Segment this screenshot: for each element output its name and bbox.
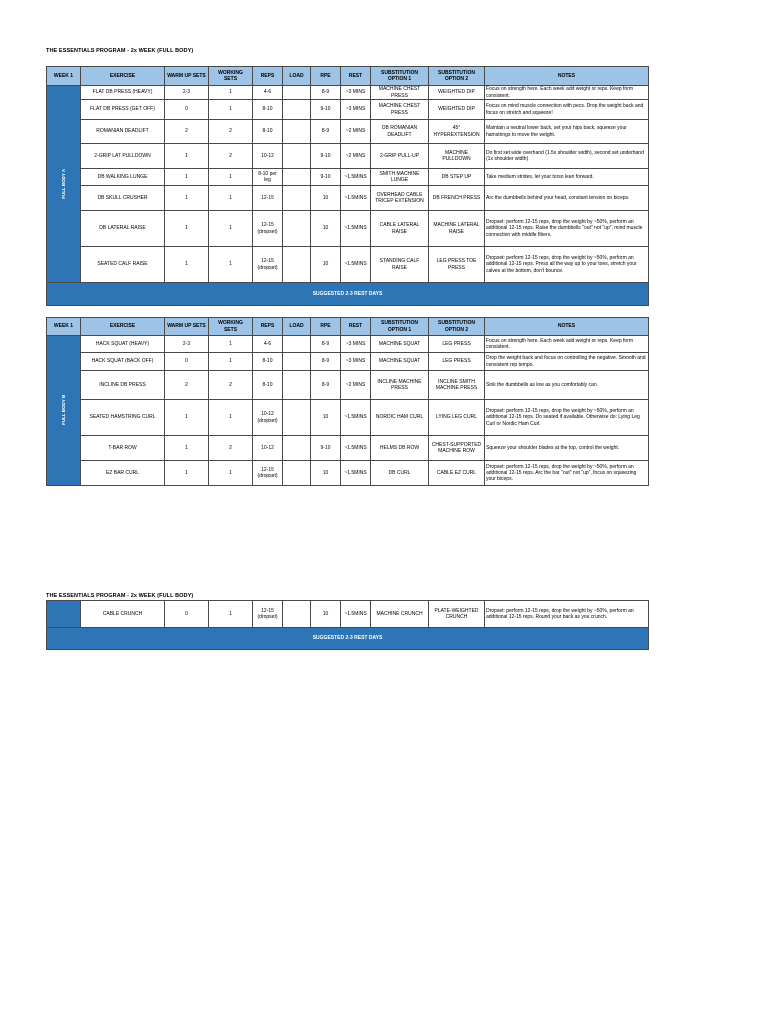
column-header: EXERCISE <box>81 318 165 336</box>
substitution-2: WEIGHTED DIP <box>429 100 485 120</box>
rest: ~1.5MINS <box>341 601 371 628</box>
warmup-sets: 1 <box>165 400 209 436</box>
rest: ~1.5MINS <box>341 461 371 486</box>
rest: ~1.5MINS <box>341 436 371 461</box>
reps: 8-10 <box>253 100 283 120</box>
warmup-sets: 2 <box>165 120 209 144</box>
reps: 12-15 (dropset) <box>253 461 283 486</box>
substitution-1: MACHINE SQUAT <box>371 336 429 353</box>
load[interactable] <box>283 100 311 120</box>
working-sets: 2 <box>209 371 253 400</box>
substitution-1: OVERHEAD CABLE TRICEP EXTENSION <box>371 186 429 211</box>
rest-days-banner: SUGGESTED 2-3 REST DAYS <box>47 628 649 650</box>
group-label-cell <box>47 86 81 283</box>
rest: ~2 MINS <box>341 144 371 169</box>
rpe: 8-9 <box>311 336 341 353</box>
column-header: LOAD <box>283 318 311 336</box>
rest: ~1.5MINS <box>341 400 371 436</box>
working-sets: 1 <box>209 169 253 186</box>
warmup-sets: 0 <box>165 601 209 628</box>
warmup-sets: 1 <box>165 211 209 247</box>
rest: ~2 MINS <box>341 120 371 144</box>
substitution-1: MACHINE CHEST PRESS <box>371 100 429 120</box>
header-row <box>47 67 649 86</box>
group-cell <box>47 601 81 628</box>
notes: Focus on strength here. Each week add weight or reps. Keep form consistent. <box>485 336 649 353</box>
notes: Focus on mind muscle connection with pecs. Drop the weight back and focus on stretch and squeeze! <box>485 100 649 120</box>
substitution-2: INCLINE SMITH MACHINE PRESS <box>429 371 485 400</box>
working-sets: 1 <box>209 100 253 120</box>
notes: Maintain a neutral lower back, set your hips back, squeeze your hamstrings to move the weight. <box>485 120 649 144</box>
load[interactable] <box>283 211 311 247</box>
header-row <box>47 318 649 336</box>
substitution-2: MACHINE PULLDOWN <box>429 144 485 169</box>
reps: 4-6 <box>253 336 283 353</box>
group-label: FULL BODY A <box>61 168 67 199</box>
column-header: REST <box>341 318 371 336</box>
notes: Do first set wide overhand (1.5x shoulder width), second set underhand (1x shoulder width) <box>485 144 649 169</box>
exercise-name: DB WALKING LUNGE <box>81 169 165 186</box>
substitution-2: DB STEP UP <box>429 169 485 186</box>
substitution-1: MACHINE CRUNCH <box>371 601 429 628</box>
load[interactable] <box>283 371 311 400</box>
group-label: FULL BODY B <box>61 395 67 426</box>
rpe: 10 <box>311 211 341 247</box>
substitution-2: 45° HYPEREXTENSION <box>429 120 485 144</box>
rpe: 9-10 <box>311 100 341 120</box>
column-header: SUBSTITUTION OPTION 2 <box>429 318 485 336</box>
notes: Dropset: perform 12-15 reps, drop the weight by ~50%, perform an additional 12-15 reps. Round your back as you crunch. <box>485 601 649 628</box>
warmup-sets: 1 <box>165 461 209 486</box>
substitution-1: HELMS DB ROW <box>371 436 429 461</box>
working-sets: 1 <box>209 400 253 436</box>
warmup-sets: 2 <box>165 371 209 400</box>
reps: 4-6 <box>253 86 283 100</box>
substitution-2: LEG PRESS TOE PRESS <box>429 247 485 283</box>
substitution-1: 2-GRIP PULL-UP <box>371 144 429 169</box>
reps: 12-15 (dropset) <box>253 247 283 283</box>
rest: ~1.5MINS <box>341 186 371 211</box>
rest: ~1.5MINS <box>341 211 371 247</box>
column-header: WARM UP SETS <box>165 318 209 336</box>
exercise-name: T-BAR ROW <box>81 436 165 461</box>
column-header: RPE <box>311 67 341 86</box>
notes: Focus on strength here. Each week add weight or reps. Keep form consistent. <box>485 86 649 100</box>
rpe: 9-10 <box>311 436 341 461</box>
rpe: 10 <box>311 461 341 486</box>
reps: 12-15 (dropset) <box>253 211 283 247</box>
exercise-name: FLAT DB PRESS (HEAVY) <box>81 86 165 100</box>
working-sets: 1 <box>209 186 253 211</box>
rpe: 10 <box>311 601 341 628</box>
working-sets: 1 <box>209 86 253 100</box>
working-sets: 1 <box>209 353 253 371</box>
load[interactable] <box>283 336 311 353</box>
warmup-sets: 2-3 <box>165 336 209 353</box>
working-sets: 2 <box>209 144 253 169</box>
substitution-1: DB ROMANIAN DEADLIFT <box>371 120 429 144</box>
substitution-1: STANDING CALF RAISE <box>371 247 429 283</box>
substitution-2: LEG PRESS <box>429 336 485 353</box>
exercise-row-cable-crunch <box>47 601 649 628</box>
rpe: 10 <box>311 247 341 283</box>
rpe: 8-9 <box>311 86 341 100</box>
column-header: SUBSTITUTION OPTION 1 <box>371 67 429 86</box>
exercise-name: DB LATERAL RAISE <box>81 211 165 247</box>
column-header: REPS <box>253 318 283 336</box>
rpe: 10 <box>311 186 341 211</box>
page-2-table <box>46 600 649 650</box>
substitution-2: LEG PRESS <box>429 353 485 371</box>
warmup-sets: 1 <box>165 436 209 461</box>
rest: ~3 MINS <box>341 100 371 120</box>
load[interactable] <box>283 247 311 283</box>
reps: 8-10 per leg <box>253 169 283 186</box>
working-sets: 1 <box>209 211 253 247</box>
working-sets: 2 <box>209 436 253 461</box>
warmup-sets: 0 <box>165 100 209 120</box>
reps: 12-15 (dropset) <box>253 601 283 628</box>
exercise-name: HACK SQUAT (BACK OFF) <box>81 353 165 371</box>
notes: Take medium strides, let your torso lean forward. <box>485 169 649 186</box>
working-sets: 1 <box>209 247 253 283</box>
column-header: WARM UP SETS <box>165 67 209 86</box>
page-2-title: THE ESSENTIALS PROGRAM - 2x WEEK (FULL BODY) <box>46 593 194 599</box>
load[interactable] <box>283 169 311 186</box>
reps: 10-12 (dropset) <box>253 400 283 436</box>
warmup-sets: 1 <box>165 144 209 169</box>
column-header: REST <box>341 67 371 86</box>
column-header: NOTES <box>485 67 649 86</box>
exercise-row <box>47 336 649 353</box>
rest: ~3 MINS <box>341 336 371 353</box>
substitution-1: INCLINE MACHINE PRESS <box>371 371 429 400</box>
exercise-row <box>47 353 649 371</box>
notes: Dropset: perform 12-15 reps, drop the weight by ~50%, perform an additional 12-15 reps. Press all the way up to your toes, stretch your calves at the bottom, don't bounce. <box>485 247 649 283</box>
substitution-2: WEIGHTED DIP <box>429 86 485 100</box>
column-header: WORKING SETS <box>209 67 253 86</box>
load[interactable] <box>283 461 311 486</box>
column-header: REPS <box>253 67 283 86</box>
exercise-row <box>47 100 649 120</box>
column-header: EXERCISE <box>81 67 165 86</box>
group-label-cell <box>47 336 81 486</box>
reps: 8-10 <box>253 353 283 371</box>
load[interactable] <box>283 120 311 144</box>
warmup-sets: 1 <box>165 186 209 211</box>
exercise-row <box>47 461 649 486</box>
column-header: NOTES <box>485 318 649 336</box>
warmup-sets: 1 <box>165 247 209 283</box>
rest: ~3 MINS <box>341 86 371 100</box>
column-header: SUBSTITUTION OPTION 1 <box>371 318 429 336</box>
rpe: 8-9 <box>311 371 341 400</box>
working-sets: 1 <box>209 601 253 628</box>
substitution-1: SMITH MACHINE LUNGE <box>371 169 429 186</box>
exercise-row <box>47 120 649 144</box>
exercise-row <box>47 400 649 436</box>
load[interactable] <box>283 436 311 461</box>
load[interactable] <box>283 400 311 436</box>
working-sets: 1 <box>209 336 253 353</box>
substitution-2: MACHINE LATERAL RAISE <box>429 211 485 247</box>
substitution-1: CABLE LATERAL RAISE <box>371 211 429 247</box>
exercise-row <box>47 436 649 461</box>
warmup-sets: 1 <box>165 169 209 186</box>
notes: Drop the weight back and focus on controlling the negative. Smooth and consistent rep tempo. <box>485 353 649 371</box>
notes: Squeeze your shoulder blades at the top, control the weight. <box>485 436 649 461</box>
full-body-a-table <box>46 66 649 306</box>
substitution-1: MACHINE SQUAT <box>371 353 429 371</box>
exercise-row <box>47 211 649 247</box>
notes: Sink the dumbbells as low as you comfortably can. <box>485 371 649 400</box>
substitution-1: MACHINE CHEST PRESS <box>371 86 429 100</box>
substitution-1: NORDIC HAM CURL <box>371 400 429 436</box>
load[interactable] <box>283 86 311 100</box>
warmup-sets: 0 <box>165 353 209 371</box>
exercise-row <box>47 247 649 283</box>
exercise-name: HACK SQUAT (HEAVY) <box>81 336 165 353</box>
exercise-row <box>47 169 649 186</box>
rpe: 8-9 <box>311 353 341 371</box>
exercise-name: SEATED CALF RAISE <box>81 247 165 283</box>
rest: ~1.5MINS <box>341 169 371 186</box>
rpe: 8-9 <box>311 120 341 144</box>
exercise-row <box>47 186 649 211</box>
reps: 10-12 <box>253 436 283 461</box>
substitution-2: PLATE-WEIGHTED CRUNCH <box>429 601 485 628</box>
notes: Arc the dumbbells behind your head, constant tension on biceps. <box>485 186 649 211</box>
rpe: 10 <box>311 400 341 436</box>
rpe: 9-10 <box>311 144 341 169</box>
notes: Dropset: perform 12-15 reps, drop the weight by ~50%, perform an additional 12-15 reps. Do seated if available. Otherwise do: Lying Leg Curl or Nordic Ham Curl. <box>485 400 649 436</box>
exercise-name: 2-GRIP LAT PULLDOWN <box>81 144 165 169</box>
column-header: WEEK 1 <box>47 67 81 86</box>
reps: 10-12 <box>253 144 283 169</box>
reps: 8-10 <box>253 371 283 400</box>
column-header: RPE <box>311 318 341 336</box>
exercise-row <box>47 86 649 100</box>
load[interactable] <box>283 186 311 211</box>
notes: Dropset: perform 12-15 reps, drop the weight by ~50%, perform an additional 12-15 reps. Raise the dumbbells "out" not "up", mind muscle connection with middle fibers. <box>485 211 649 247</box>
column-header: LOAD <box>283 67 311 86</box>
exercise-row <box>47 144 649 169</box>
rest: ~2 MINS <box>341 371 371 400</box>
exercise-name: EZ BAR CURL <box>81 461 165 486</box>
notes: Dropset: perform 12-15 reps, drop the weight by ~50%, perform an additional 12-15 reps. Arc the bar "out" not "up", focus on squeezing your biceps. <box>485 461 649 486</box>
column-header: SUBSTITUTION OPTION 2 <box>429 67 485 86</box>
working-sets: 2 <box>209 120 253 144</box>
substitution-2: LYING LEG CURL <box>429 400 485 436</box>
warmup-sets: 2-3 <box>165 86 209 100</box>
exercise-row <box>47 371 649 400</box>
working-sets: 1 <box>209 461 253 486</box>
load[interactable] <box>283 353 311 371</box>
rest: ~1.5MINS <box>341 247 371 283</box>
rpe: 9-10 <box>311 169 341 186</box>
reps: 12-15 <box>253 186 283 211</box>
column-header: WEEK 1 <box>47 318 81 336</box>
load[interactable] <box>283 601 311 628</box>
substitution-2: DB FRENCH PRESS <box>429 186 485 211</box>
page-title: THE ESSENTIALS PROGRAM - 2x WEEK (FULL BODY) <box>46 48 194 54</box>
full-body-b-table <box>46 317 649 486</box>
substitution-1: DB CURL <box>371 461 429 486</box>
substitution-2: CHEST-SUPPORTED MACHINE ROW <box>429 436 485 461</box>
exercise-name: DB SKULL CRUSHER <box>81 186 165 211</box>
rest: ~3 MINS <box>341 353 371 371</box>
exercise-name: ROMANIAN DEADLIFT <box>81 120 165 144</box>
exercise-name: INCLINE DB PRESS <box>81 371 165 400</box>
substitution-2: CABLE EZ CURL <box>429 461 485 486</box>
load[interactable] <box>283 144 311 169</box>
exercise-name: FLAT DB PRESS (GET OFF) <box>81 100 165 120</box>
rest-days-banner: SUGGESTED 2-3 REST DAYS <box>47 283 649 306</box>
exercise-name: CABLE CRUNCH <box>81 601 165 628</box>
reps: 8-10 <box>253 120 283 144</box>
column-header: WORKING SETS <box>209 318 253 336</box>
exercise-name: SEATED HAMSTRING CURL <box>81 400 165 436</box>
